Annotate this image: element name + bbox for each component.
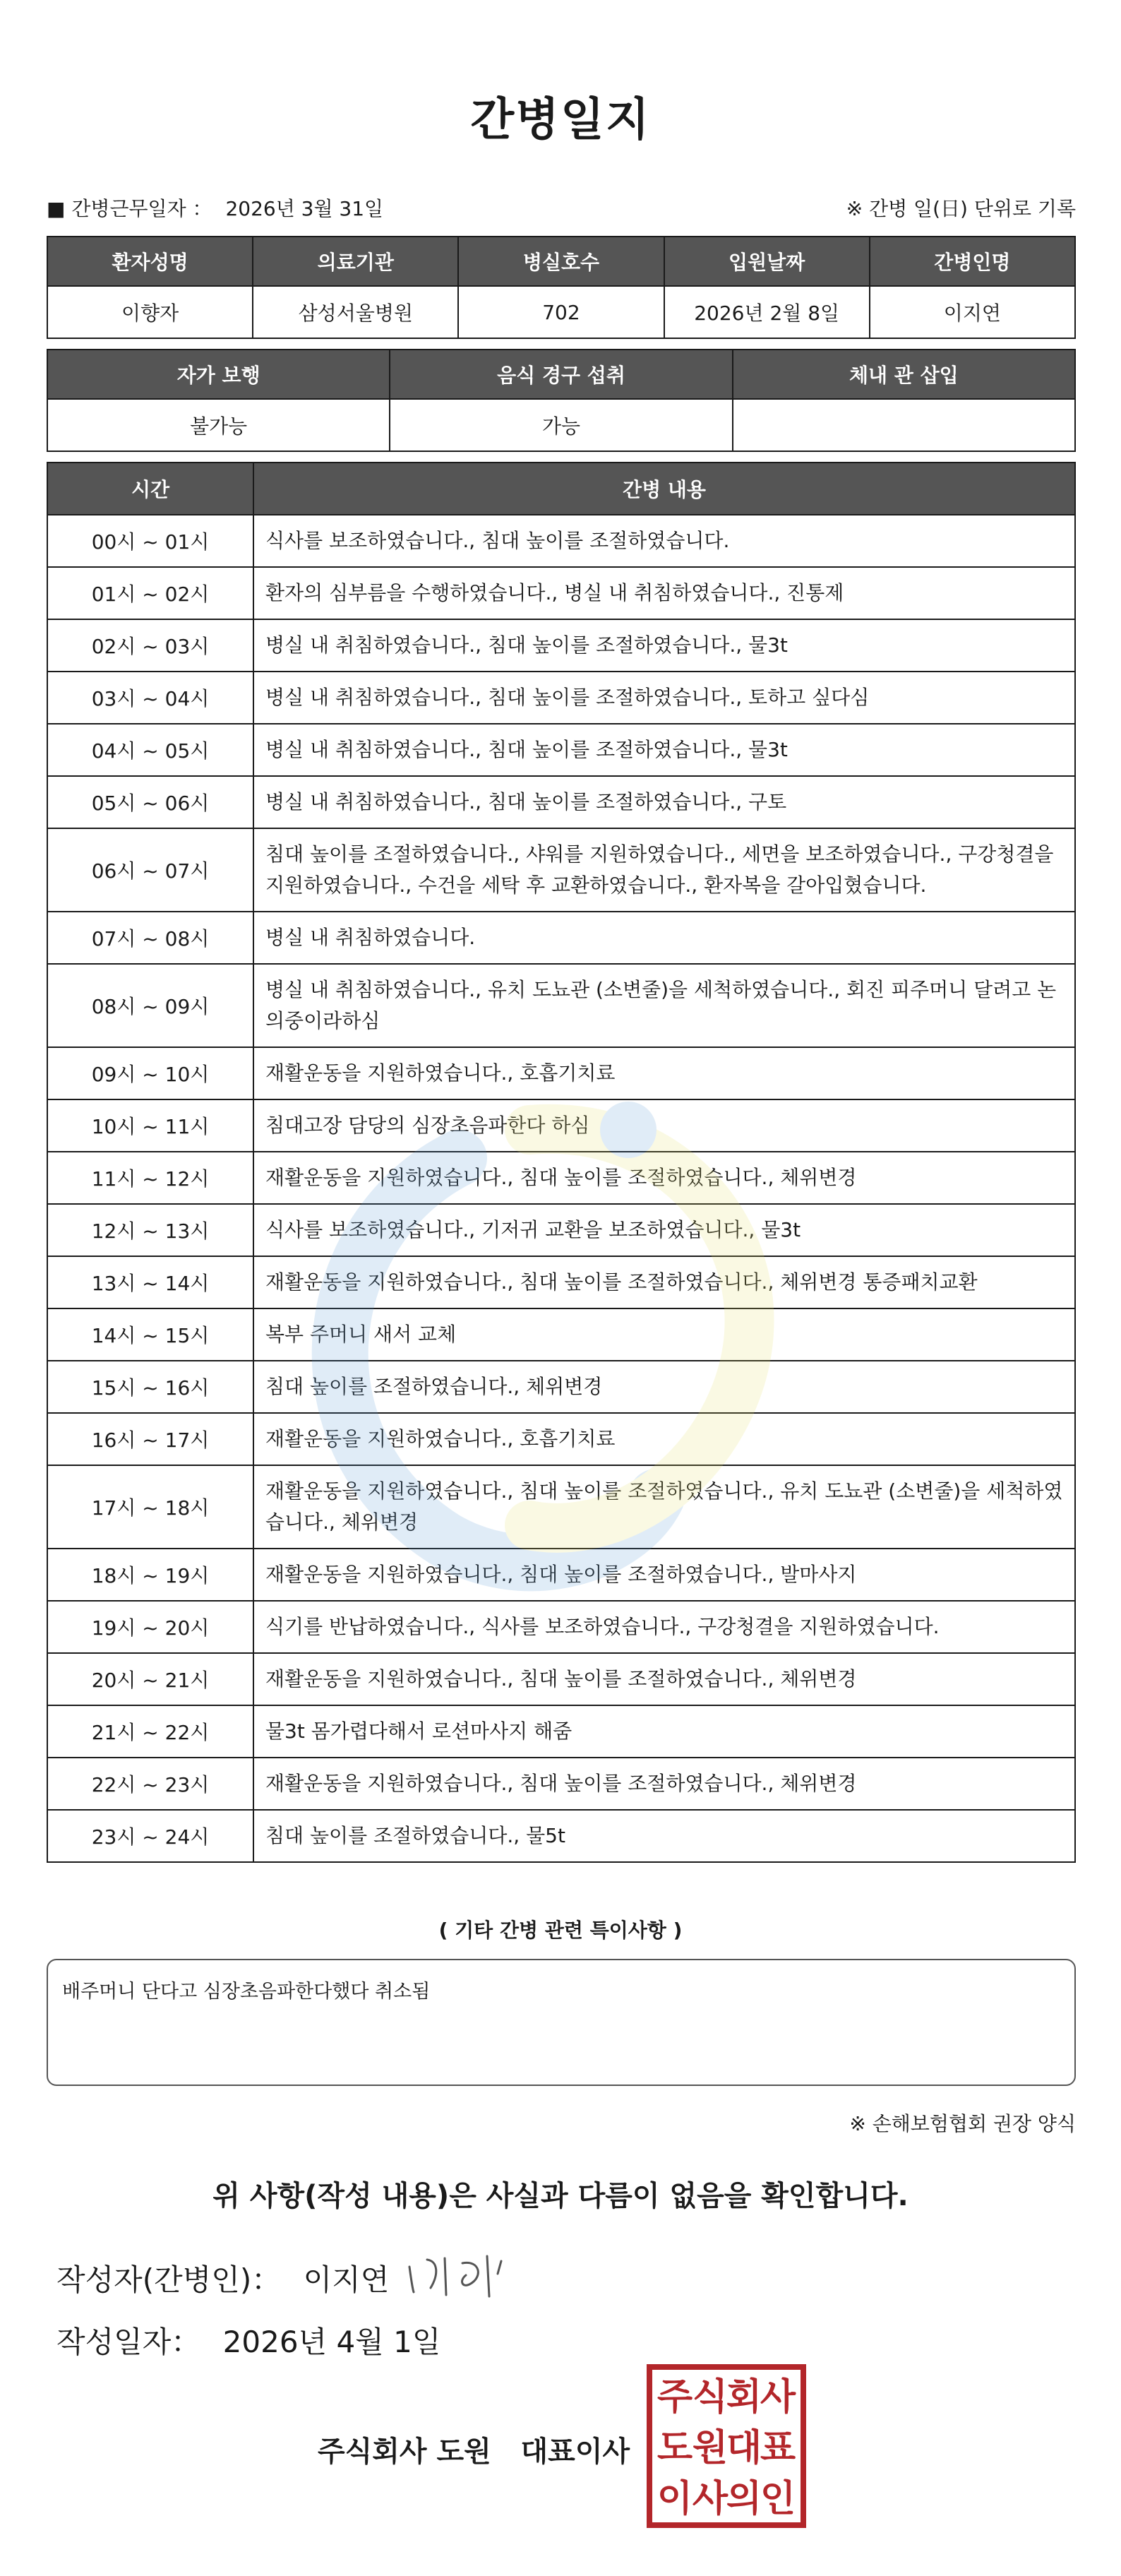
care-log-row — [47, 672, 1075, 724]
care-content-cell: 재활운동을 지원하였습니다., 침대 높이를 조절하였습니다., 체위변경 통증패치교환 — [253, 1256, 1075, 1308]
care-time-cell: 08시 ~ 09시 — [47, 964, 253, 1047]
care-time-cell: 01시 ~ 02시 — [47, 567, 253, 619]
care-log-row — [47, 1413, 1075, 1465]
care-time-cell: 07시 ~ 08시 — [47, 912, 253, 964]
care-content-cell: 침대 높이를 조절하였습니다., 물5t — [253, 1810, 1075, 1862]
header-hospital: 의료기관 — [253, 237, 458, 286]
care-time-cell: 15시 ~ 16시 — [47, 1361, 253, 1413]
form-recommendation-note: ※ 손해보험협회 권장 양식 — [849, 2112, 1076, 2135]
header-patient-name: 환자성명 — [47, 237, 253, 286]
admission-date: 2026년 2월 8일 — [664, 286, 870, 338]
care-content-cell: 병실 내 취침하였습니다. — [253, 912, 1075, 964]
care-content-cell: 재활운동을 지원하였습니다., 침대 높이를 조절하였습니다., 체위변경 — [253, 1653, 1075, 1705]
document-title: 간병일지 — [470, 94, 651, 146]
svg-text:도: 도 — [657, 2427, 693, 2469]
care-content-cell: 재활운동을 지원하였습니다., 침대 높이를 조절하였습니다., 발마사지 — [253, 1549, 1075, 1601]
care-log-row — [47, 1308, 1075, 1361]
care-log-row — [47, 1653, 1075, 1705]
care-log-table — [47, 462, 1076, 1863]
care-content-cell: 재활운동을 지원하였습니다., 침대 높이를 조절하였습니다., 유치 도뇨관 (소변줄)을 세척하였습니다., 체위변경 — [253, 1465, 1075, 1549]
oral-intake-value: 가능 — [390, 399, 732, 451]
svg-text:식: 식 — [692, 2376, 729, 2419]
writer-line — [56, 2257, 389, 2299]
care-content-cell: 식사를 보조하였습니다., 기저귀 교환을 보조하였습니다., 물3t — [253, 1204, 1075, 1256]
care-time-cell: 22시 ~ 23시 — [47, 1758, 253, 1810]
care-time-cell: 16시 ~ 17시 — [47, 1413, 253, 1465]
care-time-cell: 09시 ~ 10시 — [47, 1047, 253, 1099]
written-date-line — [56, 2319, 440, 2361]
care-log-row — [47, 1810, 1075, 1862]
care-time-cell: 00시 ~ 01시 — [47, 515, 253, 567]
svg-text:대: 대 — [726, 2427, 762, 2469]
handwritten-signature — [395, 2246, 522, 2302]
daily-record-note: ※ 간병 일(日) 단위로 기록 — [846, 197, 1076, 220]
care-log-row — [47, 1204, 1075, 1256]
header-caregiver-name: 간병인명 — [870, 237, 1075, 286]
care-log-row — [47, 1601, 1075, 1653]
care-time-cell: 23시 ~ 24시 — [47, 1810, 253, 1862]
care-content-cell: 재활운동을 지원하였습니다., 호흡기치료 — [253, 1047, 1075, 1099]
svg-text:이: 이 — [657, 2478, 693, 2520]
svg-text:의: 의 — [726, 2478, 762, 2520]
writer-name: 이지연 — [303, 2262, 390, 2297]
company-seal-stamp — [645, 2363, 808, 2529]
care-time-cell: 11시 ~ 12시 — [47, 1152, 253, 1204]
care-log-row — [47, 1465, 1075, 1549]
caregiver-name: 이지연 — [870, 286, 1075, 338]
patient-info-table — [47, 236, 1076, 339]
care-content-cell: 침대 높이를 조절하였습니다., 샤워를 지원하였습니다., 세면을 보조하였습니다., 구강청결을 지원하였습니다., 수건을 세탁 후 교환하였습니다., 환자복을 갈아입혔습니다. — [253, 828, 1075, 912]
care-time-cell: 14시 ~ 15시 — [47, 1308, 253, 1361]
header-care-content: 간병 내용 — [253, 463, 1075, 515]
care-log-row — [47, 1099, 1075, 1152]
care-log-row — [47, 1758, 1075, 1810]
care-log-row — [47, 912, 1075, 964]
patient-status-table — [47, 349, 1076, 452]
header-self-walking: 자가 보행 — [47, 350, 390, 399]
work-date-line — [47, 193, 383, 222]
room-number: 702 — [458, 286, 664, 338]
svg-text:원: 원 — [692, 2427, 729, 2469]
care-time-cell: 13시 ~ 14시 — [47, 1256, 253, 1308]
header-admission-date: 입원날짜 — [664, 237, 870, 286]
care-content-cell: 재활운동을 지원하였습니다., 호흡기치료 — [253, 1413, 1075, 1465]
care-content-cell: 복부 주머니 새서 교체 — [253, 1308, 1075, 1361]
care-time-cell: 06시 ~ 07시 — [47, 828, 253, 912]
care-time-cell: 04시 ~ 05시 — [47, 724, 253, 776]
svg-text:인: 인 — [760, 2478, 796, 2520]
special-notes-heading: ( 기타 간병 관련 특이사항 ) — [438, 1919, 683, 1942]
care-time-cell: 18시 ~ 19시 — [47, 1549, 253, 1601]
header-room-number: 병실호수 — [458, 237, 664, 286]
tube-insertion-value — [733, 399, 1075, 451]
care-log-row — [47, 724, 1075, 776]
care-log-row — [47, 776, 1075, 828]
header-oral-intake: 음식 경구 섭취 — [390, 350, 732, 399]
care-content-cell: 병실 내 취침하였습니다., 침대 높이를 조절하였습니다., 물3t — [253, 724, 1075, 776]
care-log-row — [47, 1361, 1075, 1413]
special-notes-box — [47, 1959, 1076, 2086]
hospital-name: 삼성서울병원 — [253, 286, 458, 338]
care-time-cell: 05시 ~ 06시 — [47, 776, 253, 828]
care-content-cell: 물3t 몸가렵다해서 로션마사지 해줌 — [253, 1705, 1075, 1758]
self-walking-value: 불가능 — [47, 399, 390, 451]
care-log-row — [47, 964, 1075, 1047]
care-log-row — [47, 619, 1075, 672]
care-time-cell: 02시 ~ 03시 — [47, 619, 253, 672]
care-log-row — [47, 1705, 1075, 1758]
care-time-cell: 21시 ~ 22시 — [47, 1705, 253, 1758]
header-tube-insertion: 체내 관 삽입 — [733, 350, 1075, 399]
care-log-row — [47, 1256, 1075, 1308]
care-content-cell: 병실 내 취침하였습니다., 침대 높이를 조절하였습니다., 구토 — [253, 776, 1075, 828]
company-representative: 주식회사 도원 대표이사 — [318, 2435, 630, 2468]
svg-text:회: 회 — [726, 2376, 762, 2419]
care-content-cell: 침대고장 담당의 심장초음파한다 하심 — [253, 1099, 1075, 1152]
care-log-row — [47, 1549, 1075, 1601]
work-date-label: ■ 간병근무일자 ： — [47, 197, 212, 220]
confirmation-statement: 위 사항(작성 내용)은 사실과 다름이 없음을 확인합니다. — [212, 2180, 909, 2212]
care-log-row — [47, 828, 1075, 912]
writer-label: 작성자(간병인)： — [56, 2262, 282, 2297]
svg-text:사: 사 — [760, 2376, 796, 2419]
care-content-cell: 병실 내 취침하였습니다., 유치 도뇨관 (소변줄)을 세척하였습니다., 회진 피주머니 달려고 논의중이라하심 — [253, 964, 1075, 1047]
work-date-value: 2026년 3월 31일 — [225, 197, 384, 220]
care-time-cell: 17시 ~ 18시 — [47, 1465, 253, 1549]
care-time-cell: 20시 ~ 21시 — [47, 1653, 253, 1705]
care-content-cell: 재활운동을 지원하였습니다., 침대 높이를 조절하였습니다., 체위변경 — [253, 1758, 1075, 1810]
care-content-cell: 식사를 보조하였습니다., 침대 높이를 조절하였습니다. — [253, 515, 1075, 567]
care-content-cell: 침대 높이를 조절하였습니다., 체위변경 — [253, 1361, 1075, 1413]
care-log-row — [47, 1047, 1075, 1099]
care-time-cell: 12시 ~ 13시 — [47, 1204, 253, 1256]
svg-text:주: 주 — [657, 2376, 693, 2419]
svg-text:사: 사 — [692, 2478, 729, 2520]
written-date-label: 작성일자： — [56, 2325, 201, 2359]
svg-text:표: 표 — [760, 2427, 796, 2469]
care-time-cell: 10시 ~ 11시 — [47, 1099, 253, 1152]
written-date-value: 2026년 4월 1일 — [222, 2325, 441, 2359]
care-log-row — [47, 1152, 1075, 1204]
care-log-row — [47, 567, 1075, 619]
care-log-row — [47, 515, 1075, 567]
care-content-cell: 재활운동을 지원하였습니다., 침대 높이를 조절하였습니다., 체위변경 — [253, 1152, 1075, 1204]
care-time-cell: 19시 ~ 20시 — [47, 1601, 253, 1653]
special-notes-text: 배주머니 단다고 심장초음파한다했다 취소됨 — [62, 1981, 431, 2003]
care-content-cell: 병실 내 취침하였습니다., 침대 높이를 조절하였습니다., 토하고 싶다심 — [253, 672, 1075, 724]
care-content-cell: 환자의 심부름을 수행하였습니다., 병실 내 취침하였습니다., 진통제 — [253, 567, 1075, 619]
care-content-cell: 병실 내 취침하였습니다., 침대 높이를 조절하였습니다., 물3t — [253, 619, 1075, 672]
care-content-cell: 식기를 반납하였습니다., 식사를 보조하였습니다., 구강청결을 지원하였습니다. — [253, 1601, 1075, 1653]
care-time-cell: 03시 ~ 04시 — [47, 672, 253, 724]
header-time: 시간 — [47, 463, 253, 515]
patient-name: 이향자 — [47, 286, 253, 338]
